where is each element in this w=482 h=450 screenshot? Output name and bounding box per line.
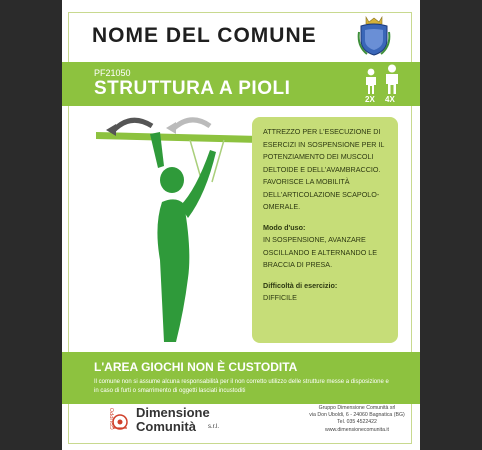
product-code: PF21050 [94, 68, 131, 78]
unattended-warning-title: L'AREA GIOCHI NON È CUSTODITA [94, 360, 298, 374]
coat-of-arms-icon [357, 14, 391, 58]
title-band [62, 62, 420, 106]
contact-company: Gruppo Dimensione Comunità srl [318, 405, 396, 411]
child-large-icon [384, 64, 400, 94]
brand-suffix: s.r.l. [208, 424, 220, 430]
contact-address: via Don Uboldi, 6 - 24060 Bagnatica (BG) [309, 412, 405, 419]
mode-text: IN SOSPENSIONE, AVANZARE OSCILLANDO E ALTERNANDO LE BRACCIA DI PRESA. [263, 235, 378, 269]
brand-name-line1: Dimensione [136, 405, 210, 420]
mode-label: Modo d'uso: [263, 222, 306, 232]
swing-arrow-ghost-icon [172, 120, 210, 130]
contact-website: www.dimensionecomunita.it [324, 426, 389, 433]
footer-band [62, 352, 420, 404]
info-box [252, 117, 398, 343]
contact-phone: Tel. 035 4522422 [337, 419, 377, 426]
comune-title: NOME DEL COMUNE [92, 24, 317, 47]
equipment-title: STRUTTURA A PIOLI [94, 78, 291, 99]
sign-sheet [62, 0, 420, 450]
child-small-icon [364, 68, 378, 94]
age-label-small: 2X [365, 95, 375, 104]
brand-group-label: GRUPPO [110, 408, 116, 430]
liability-disclaimer: Il comune non si assume alcuna responsabilità per il non corretto utilizzo delle strutture messe a disposizione e in caso di furti o smarrimento di oggetti lasciati incustoditi [94, 379, 389, 394]
exercise-pictogram [92, 110, 262, 350]
brand-name-line2: Comunità [136, 419, 196, 434]
age-label-large: 4X [385, 95, 395, 104]
monkey-bar [96, 132, 260, 143]
description-text: ATTREZZO PER L'ESECUZIONE DI ESERCIZI IN SOSPENSIONE PER IL POTENZIAMENTO DEI MUSCOLI DELTOIDE E DELL'AVAMBRACCIO. FAVORISCE LA MOBILITÀ DELL'ARTICOLAZIONE SCAPOLO-OMERALE. [263, 127, 385, 211]
company-contacts [298, 405, 416, 434]
swing-arrow-icon [112, 120, 152, 132]
difficulty-label: Difficoltà di esercizio: [263, 280, 338, 290]
person-hanging-figure [150, 132, 216, 342]
difficulty-text: DIFFICILE [263, 293, 297, 302]
